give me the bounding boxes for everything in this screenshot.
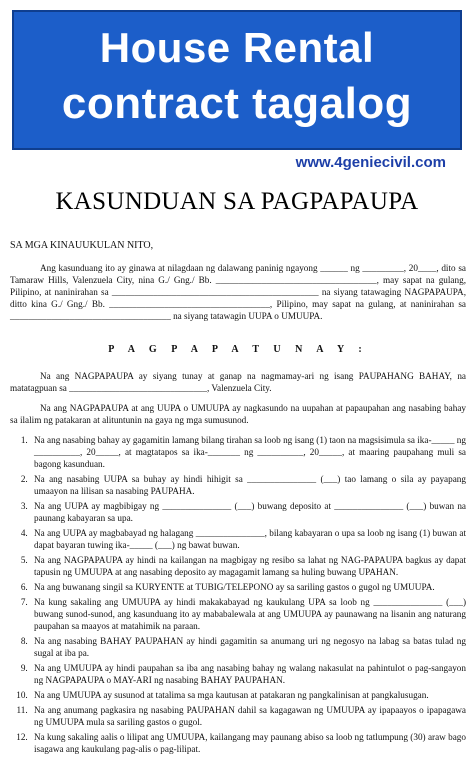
intro-paragraph: Ang kasunduang ito ay ginawa at nilagdaan ng dalawang paninig ngayong ______ ng _________, 20____, dito sa Tamaraw Hills, Valenzuela City, nina G./ Gng./ Bb. ___________________________________, may sapat na gulang, Pilipino, at naninirahan sa _____________________________________________ na siyang tatawaging NAGPAPAUPA, ditto kina G./ Gng./ Bb. ___________________________________, Pilipino, may sapat na gulang, at naninirahan sa ___________________________________ na siyang tatawagin UUPA o UMUUPA. bbox=[10, 263, 466, 321]
ownership-paragraph: Na ang NAGPAPAUPA ay siyang tunay at ganap na nagmamay-ari ng isang PAUPAHANG BAHAY, na matatagpuan sa ______________________________, Valenzuela City. bbox=[10, 371, 466, 393]
list-item: 1. Na ang nasabing bahay ay gagamitin lamang bilang tirahan sa loob ng isang (1) taon na magsisimula sa ika-_____ ng __________, 20_____, at magtatapos sa ika-_______ ng __________, 20_____, at maaring paupahang muli sa bagong kasunduan. bbox=[30, 434, 466, 470]
list-item: 3. Na ang UUPA ay magbibigay ng _______________ (___) buwang deposito at _______________ (___) buwan na paunang kabayaran sa upa. bbox=[30, 500, 466, 524]
list-item: 5. Na ang NAGPAPAUPA ay hindi na kailangan na magbigay ng resibo sa lahat ng NAG-PAPAUPA bagkus ay dapat tapusin ng UMUUPA at ang nasabing deposito ay magagamit lamang sa huling buwang UPAHAN. bbox=[30, 554, 466, 578]
banner-title-line1: House Rental bbox=[99, 24, 375, 71]
contract-body bbox=[10, 240, 466, 758]
agreement-paragraph: Na ang NAGPAPAUPA at ang UUPA o UMUUPA ay nagkasundo na uupahan at papaupahan ang nasabing bahay sa ilalim ng patakaran at alituntunin na gaya ng mga sumusunod. bbox=[10, 403, 466, 425]
list-item: 9. Na ang UMUUPA ay hindi paupahan sa iba ang nasabing bahay ng walang nakasulat na pahintulot o pag-sangayon ng NAGPAPAUPA o MAY-ARI ng nasabing BAHAY PAUPAHAN. bbox=[30, 662, 466, 686]
website-link[interactable]: www.4geniecivil.com bbox=[295, 154, 446, 171]
terms-list bbox=[10, 434, 466, 755]
document-title: KASUNDUAN SA PAGPAPAUPA bbox=[55, 188, 419, 215]
list-item: 6. Na ang buwanang singil sa KURYENTE at TUBIG/TELEPONO ay sa sariling gastos o gugol ng UMUUPA. bbox=[30, 581, 466, 593]
list-item: 4. Na ang UUPA ay magbabayad ng halagang _______________, bilang kabayaran o upa sa loob ng isang (1) buwan at dapat bayaran tuwing ika-_____ (___) ng bawat buwan. bbox=[30, 527, 466, 551]
list-item: 2. Na ang nasabing UUPA sa buhay ay hindi hihigit sa _______________ (___) tao lamang o sila ay payapang umaayon na lilisan sa nasabing PAUPAHA. bbox=[30, 473, 466, 497]
title-banner bbox=[12, 10, 462, 150]
list-item: 8. Na ang nasabing BAHAY PAUPAHAN ay hindi gagamitin sa anumang uri ng negosyo na labag sa batas tulad ng sugal at iba pa. bbox=[30, 635, 466, 659]
list-item: 10. Na ang UMUUPA ay susunod at tatalima sa mga kautusan at patakaran ng pangkalinisan at pangkalusugan. bbox=[30, 689, 466, 701]
list-item: 7. Na kung sakaling ang UMUUPA ay hindi makakabayad ng kaukulang UPA sa loob ng _______________ (___) buwang sunod-sunod, ang kasunduang ito ay mababalewala at ang UMUUPA ay paunawang na lisanin ang naturang paupahan sa maayos at matahimik na paraan. bbox=[30, 596, 466, 632]
banner-title-line2: contract tagalog bbox=[61, 79, 413, 128]
section-heading: P A G P A P A T U N A Y : bbox=[108, 344, 368, 355]
list-item: 12. Na kung sakaling aalis o lilipat ang UMUUPA, kailangang may paunang abiso sa loob ng tatlumpung (30) araw bago isagawa ang kaukulang pag-alis o pag-lilipat. bbox=[30, 731, 466, 755]
list-item: 11. Na ang anumang pagkasira ng nasabing PAUPAHAN dahil sa kagagawan ng UMUUPA ay ipapaayos o ipapagawa ng UMUUPA mula sa sariling gastos o gugol. bbox=[30, 704, 466, 728]
greeting: SA MGA KINAUUKULAN NITO, bbox=[10, 240, 154, 251]
